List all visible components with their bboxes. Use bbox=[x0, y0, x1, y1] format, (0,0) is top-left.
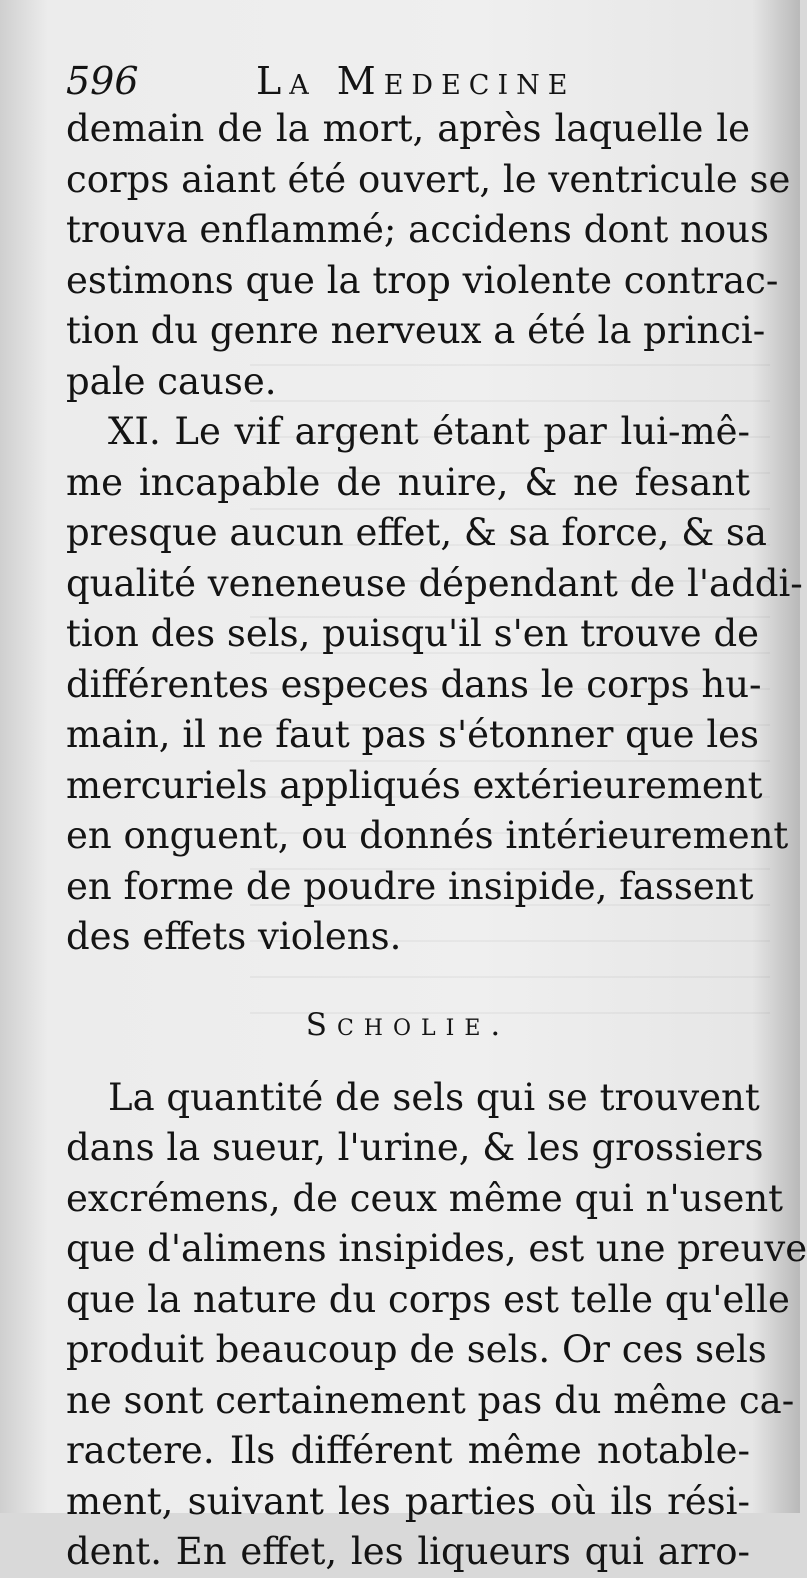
text-line: des effets violens. bbox=[66, 915, 402, 958]
text-line: qualité veneneuse dépendant de l'addi- bbox=[66, 561, 803, 605]
text-line: XI. Le vif argent étant par lui-mê- bbox=[108, 410, 750, 453]
text-line: dent. En effet, les liqueurs qui arro- bbox=[66, 1530, 750, 1573]
running-head: La Medecine bbox=[256, 59, 576, 103]
text-line: que d'alimens insipides, est une preuve bbox=[66, 1227, 807, 1270]
text-line: ractere. Ils différent même notable- bbox=[66, 1429, 750, 1472]
paragraph-scholie bbox=[66, 1073, 807, 1578]
text-line: me incapable de nuire, & ne fesant bbox=[66, 460, 750, 504]
text-line: tion des sels, puisqu'il s'en trouve de bbox=[66, 612, 760, 655]
section-title: Scholie. bbox=[305, 1006, 511, 1043]
text-line: ne sont certainement pas du même ca- bbox=[66, 1378, 795, 1422]
text-line: en onguent, ou donnés intérieurement bbox=[66, 814, 789, 857]
text-line: tion du genre nerveux a été la princi- bbox=[66, 309, 766, 352]
text-line: que la nature du corps est telle qu'elle bbox=[66, 1277, 790, 1321]
text-line: main, il ne faut pas s'étonner que les bbox=[66, 713, 760, 756]
text-line: presque aucun effet, & sa force, & sa bbox=[66, 511, 767, 554]
text-line: trouva enflammé; accidens dont nous bbox=[66, 208, 769, 251]
text-line: corps aiant été ouvert, le ventricule se bbox=[66, 157, 791, 201]
text-line: La quantité de sels qui se trouvent bbox=[108, 1075, 760, 1119]
text-line: en forme de poudre insipide, fassent bbox=[66, 864, 754, 908]
text-line: ment, suivant les parties où ils rési- bbox=[66, 1479, 750, 1523]
text-line: excrémens, de ceux même qui n'usent bbox=[66, 1176, 784, 1220]
page-number: 596 bbox=[66, 59, 139, 103]
text-line: demain de la mort, après laquelle le bbox=[66, 107, 750, 150]
text-line: dans la sueur, l'urine, & les grossiers bbox=[66, 1126, 764, 1169]
text-line: estimons que la trop violente contrac- bbox=[66, 258, 779, 302]
text-line: différentes especes dans le corps hu- bbox=[66, 662, 762, 706]
text-line: mercuriels appliqués extérieurement bbox=[66, 763, 763, 807]
paragraph-xi bbox=[66, 407, 803, 963]
body-text bbox=[66, 104, 807, 1578]
text-line: pale cause. bbox=[66, 359, 277, 403]
text-line: produit beaucoup de sels. Or ces sels bbox=[66, 1328, 767, 1371]
page-header bbox=[66, 58, 746, 110]
paragraph-continuation bbox=[66, 104, 791, 407]
